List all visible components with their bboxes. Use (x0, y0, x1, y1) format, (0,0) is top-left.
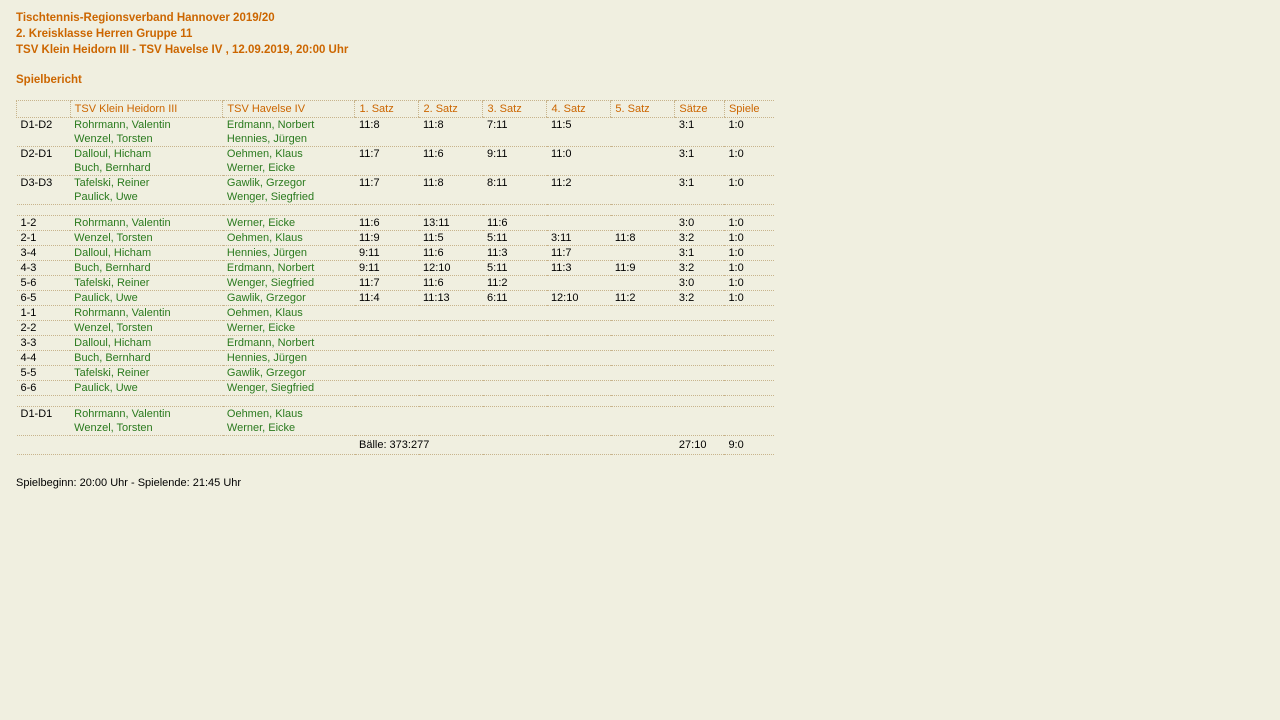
table-row (17, 147, 775, 162)
empty-cell (675, 396, 725, 407)
set4-score (547, 366, 611, 381)
saetze-score (675, 336, 725, 351)
set4-score: 11:0 (550, 148, 572, 160)
set1-score: 9:11 (355, 261, 419, 276)
spiele-score: 1:0 (728, 177, 744, 189)
away-player: Erdmann, Norbert (223, 261, 355, 276)
table-row (17, 407, 775, 422)
table-row (17, 381, 775, 396)
empty-cell (675, 190, 725, 205)
away-player: Wenger, Siegfried (223, 381, 355, 396)
home-player-2: Buch, Bernhard (70, 161, 223, 176)
empty-cell (355, 190, 419, 205)
spiele-score: 1:0 (724, 246, 774, 261)
away-player: Hennies, Jürgen (223, 246, 355, 261)
away-player-2: Hennies, Jürgen (223, 132, 355, 147)
away-player: Oehmen, Klaus (223, 231, 355, 246)
empty-cell (724, 205, 774, 216)
empty-cell (223, 205, 355, 216)
away-player-2: Werner, Eicke (223, 161, 355, 176)
set3-score (483, 336, 547, 351)
match-times-note: Spielbeginn: 20:00 Uhr - Spielende: 21:45 Uhr (16, 477, 242, 489)
set4-score: 11:2 (550, 177, 572, 189)
away-player-1: Gawlik, Grzegor (226, 177, 306, 189)
empty-cell (675, 132, 725, 147)
set3-score: 7:11 (486, 119, 508, 131)
away-player: Gawlik, Grzegor (223, 291, 355, 306)
saetze-score: 3:0 (675, 216, 725, 231)
spiele-score (724, 321, 774, 336)
set1-score (355, 306, 419, 321)
saetze-score (675, 351, 725, 366)
set1-score (355, 321, 419, 336)
set5-score (611, 321, 675, 336)
set3-score (483, 366, 547, 381)
table-row (17, 231, 775, 246)
set2-score (419, 381, 483, 396)
spiele-score: 1:0 (724, 261, 774, 276)
spiele-score (724, 336, 774, 351)
saetze-score: 3:2 (675, 261, 725, 276)
away-player-2: Wenger, Siegfried (223, 190, 355, 205)
set3-score: 5:11 (483, 261, 547, 276)
empty-cell (611, 205, 675, 216)
home-player-1: Tafelski, Reiner (74, 177, 150, 189)
saetze-score: 3:0 (675, 276, 725, 291)
home-player: Wenzel, Torsten (70, 321, 223, 336)
set1-score: 11:7 (358, 177, 380, 189)
empty-cell (611, 190, 675, 205)
empty-cell (70, 205, 223, 216)
saetze-score: 3:2 (675, 231, 725, 246)
empty-cell (611, 161, 675, 176)
set3-score: 11:3 (483, 246, 547, 261)
spiele-score (724, 351, 774, 366)
set5-score (611, 306, 675, 321)
home-player: Buch, Bernhard (70, 261, 223, 276)
table-row (17, 118, 775, 133)
empty-cell (419, 396, 483, 407)
empty-cell (675, 161, 725, 176)
empty-cell (223, 436, 355, 455)
set2-score: 11:6 (419, 246, 483, 261)
set2-score: 11:5 (419, 231, 483, 246)
set1-score (355, 336, 419, 351)
empty-cell (483, 132, 547, 147)
set2-score (419, 366, 483, 381)
col-header-home-team: TSV Klein Heidorn III (70, 101, 223, 118)
set3-score (483, 407, 547, 422)
set3-score: 9:11 (486, 148, 508, 160)
spiele-score (724, 381, 774, 396)
set3-score (483, 321, 547, 336)
table-row (17, 261, 775, 276)
home-player-1: Rohrmann, Valentin (74, 119, 171, 131)
league-season-line: Tischtennis-Regionsverband Hannover 2019/20 (16, 12, 275, 24)
row-position: D1-D2 (20, 119, 53, 131)
set4-score: 11:7 (547, 246, 611, 261)
home-player-1: Dalloul, Hicham (74, 148, 152, 160)
home-player: Wenzel, Torsten (70, 231, 223, 246)
saetze-score (675, 306, 725, 321)
row-position: D3-D3 (20, 177, 53, 189)
set1-score (355, 407, 419, 422)
table-row (17, 246, 775, 261)
home-player: Paulick, Uwe (70, 381, 223, 396)
spiele-score: 1:0 (724, 291, 774, 306)
col-header-spiele: Spiele (724, 101, 774, 118)
saetze-score: 3:1 (675, 246, 725, 261)
table-row (17, 351, 775, 366)
empty-cell (675, 421, 725, 436)
set3-score (483, 351, 547, 366)
home-player: Dalloul, Hicham (70, 336, 223, 351)
row-position: 6-5 (17, 291, 71, 306)
spiele-score (724, 366, 774, 381)
empty-cell (419, 132, 483, 147)
empty-cell (547, 421, 611, 436)
set2-score: 13:11 (419, 216, 483, 231)
spiele-score: 1:0 (724, 231, 774, 246)
away-player-1: Oehmen, Klaus (226, 148, 303, 160)
set3-score: 11:2 (483, 276, 547, 291)
set5-score (611, 381, 675, 396)
set5-score (611, 176, 675, 191)
table-row (17, 421, 775, 436)
empty-cell (70, 396, 223, 407)
table-row (17, 190, 775, 205)
set3-score: 6:11 (483, 291, 547, 306)
saetze-score: 3:2 (675, 291, 725, 306)
set4-score (547, 216, 611, 231)
set1-score: 11:6 (355, 216, 419, 231)
fixture-line: TSV Klein Heidorn III - TSV Havelse IV , 12.09.2019, 20:00 Uhr (16, 44, 349, 56)
set5-score (611, 351, 675, 366)
set3-score: 8:11 (486, 177, 508, 189)
row-position: 2-2 (17, 321, 71, 336)
empty-cell (70, 436, 223, 455)
set4-score (547, 351, 611, 366)
row-position: D2-D1 (20, 148, 53, 160)
empty-cell (419, 190, 483, 205)
empty-cell (483, 421, 547, 436)
empty-cell (724, 132, 774, 147)
saetze-score (675, 407, 725, 422)
set4-score: 11:5 (550, 119, 572, 131)
table-row (17, 216, 775, 231)
set5-score (611, 118, 675, 133)
set5-score: 11:8 (611, 231, 675, 246)
match-report-table (16, 100, 774, 455)
saetze-score (675, 381, 725, 396)
set3-score (483, 306, 547, 321)
empty-cell (17, 396, 71, 407)
col-header-position (17, 101, 71, 118)
set5-score: 11:2 (611, 291, 675, 306)
empty-cell (611, 421, 675, 436)
empty-cell (547, 396, 611, 407)
set3-score: 5:11 (483, 231, 547, 246)
saetze-score: 3:1 (678, 177, 695, 189)
col-header-set4: 4. Satz (547, 101, 611, 118)
section-separator (17, 205, 775, 216)
home-player: Paulick, Uwe (70, 291, 223, 306)
table-header-row (17, 101, 775, 118)
set4-score: 12:10 (547, 291, 611, 306)
empty-cell (724, 396, 774, 407)
set2-score: 11:6 (419, 276, 483, 291)
home-player-2: Paulick, Uwe (70, 190, 223, 205)
empty-cell (483, 190, 547, 205)
empty-cell (483, 396, 547, 407)
empty-cell (17, 436, 71, 455)
empty-cell (419, 421, 483, 436)
set1-score: 11:7 (358, 148, 380, 160)
saetze-score (675, 321, 725, 336)
set5-score (611, 336, 675, 351)
set1-score (355, 381, 419, 396)
empty-cell (419, 161, 483, 176)
set2-score (419, 407, 483, 422)
away-player: Erdmann, Norbert (223, 336, 355, 351)
set5-score (611, 407, 675, 422)
set1-score: 11:9 (355, 231, 419, 246)
set5-score (611, 246, 675, 261)
set4-score (547, 381, 611, 396)
row-position: 4-3 (17, 261, 71, 276)
row-position: 3-4 (17, 246, 71, 261)
away-player-1: Oehmen, Klaus (226, 408, 303, 420)
set2-score: 11:8 (422, 177, 444, 189)
row-position-continued (17, 132, 71, 147)
row-position: 3-3 (17, 336, 71, 351)
table-row (17, 291, 775, 306)
set4-score: 3:11 (547, 231, 611, 246)
row-position: D1-D1 (20, 408, 53, 420)
table-row (17, 276, 775, 291)
set2-score (419, 351, 483, 366)
set3-score: 11:6 (483, 216, 547, 231)
away-player: Oehmen, Klaus (223, 306, 355, 321)
empty-cell (223, 396, 355, 407)
table-row (17, 336, 775, 351)
col-header-set1: 1. Satz (355, 101, 419, 118)
empty-cell (724, 421, 774, 436)
saetze-score: 3:1 (678, 148, 695, 160)
table-row (17, 132, 775, 147)
empty-cell (17, 205, 71, 216)
set2-score (419, 336, 483, 351)
set5-score: 11:9 (611, 261, 675, 276)
col-header-set3: 3. Satz (483, 101, 547, 118)
empty-cell (724, 190, 774, 205)
empty-cell (355, 421, 419, 436)
home-player-1: Rohrmann, Valentin (74, 408, 171, 420)
set4-score (547, 321, 611, 336)
set1-score (355, 351, 419, 366)
spiele-score: 1:0 (724, 216, 774, 231)
empty-cell (355, 132, 419, 147)
empty-cell (547, 132, 611, 147)
set4-score (547, 276, 611, 291)
table-row (17, 176, 775, 191)
away-player-1: Erdmann, Norbert (226, 119, 315, 131)
set2-score (419, 306, 483, 321)
set4-score (547, 336, 611, 351)
row-position-continued (17, 161, 71, 176)
empty-cell (611, 132, 675, 147)
set2-score (419, 321, 483, 336)
spiele-score: 1:0 (724, 276, 774, 291)
home-player-2: Wenzel, Torsten (70, 132, 223, 147)
total-spiele: 9:0 (724, 436, 774, 455)
row-position: 5-5 (17, 366, 71, 381)
away-player: Werner, Eicke (223, 216, 355, 231)
total-saetze: 27:10 (675, 436, 725, 455)
empty-cell (547, 161, 611, 176)
home-player: Tafelski, Reiner (70, 366, 223, 381)
col-header-set2: 2. Satz (419, 101, 483, 118)
set5-score (611, 147, 675, 162)
set1-score (355, 366, 419, 381)
set2-score: 11:13 (419, 291, 483, 306)
home-player: Dalloul, Hicham (70, 246, 223, 261)
set5-score (611, 366, 675, 381)
home-player: Rohrmann, Valentin (70, 306, 223, 321)
totals-row (17, 436, 775, 455)
saetze-score: 3:1 (678, 119, 695, 131)
row-position: 4-4 (17, 351, 71, 366)
row-position-continued (17, 421, 71, 436)
spiele-score: 1:0 (728, 148, 744, 160)
empty-cell (547, 205, 611, 216)
away-player: Werner, Eicke (223, 321, 355, 336)
spiele-score (724, 306, 774, 321)
row-position: 6-6 (17, 381, 71, 396)
empty-cell (675, 205, 725, 216)
set5-score (611, 216, 675, 231)
home-player: Buch, Bernhard (70, 351, 223, 366)
set1-score: 11:8 (358, 119, 380, 131)
set4-score (547, 306, 611, 321)
col-header-away-team: TSV Havelse IV (223, 101, 355, 118)
section-separator (17, 396, 775, 407)
empty-cell (483, 205, 547, 216)
table-row (17, 321, 775, 336)
away-player: Wenger, Siegfried (223, 276, 355, 291)
empty-cell (355, 161, 419, 176)
row-position: 1-2 (17, 216, 71, 231)
row-position: 2-1 (17, 231, 71, 246)
empty-cell (483, 161, 547, 176)
set1-score: 9:11 (355, 246, 419, 261)
empty-cell (724, 161, 774, 176)
table-row (17, 366, 775, 381)
total-balls-label: Bälle: 373:277 (355, 436, 675, 455)
spiele-score (724, 407, 774, 422)
set4-score: 11:3 (547, 261, 611, 276)
away-player: Hennies, Jürgen (223, 351, 355, 366)
empty-cell (419, 205, 483, 216)
empty-cell (611, 396, 675, 407)
set4-score (547, 407, 611, 422)
match-header (0, 0, 1280, 58)
empty-cell (355, 396, 419, 407)
set2-score: 12:10 (419, 261, 483, 276)
row-position: 1-1 (17, 306, 71, 321)
set5-score (611, 276, 675, 291)
spiele-score: 1:0 (728, 119, 744, 131)
set1-score: 11:7 (355, 276, 419, 291)
home-player: Tafelski, Reiner (70, 276, 223, 291)
row-position-continued (17, 190, 71, 205)
set2-score: 11:8 (422, 119, 444, 131)
table-row (17, 161, 775, 176)
col-header-saetze: Sätze (675, 101, 725, 118)
home-player-2: Wenzel, Torsten (74, 422, 153, 434)
col-header-set5: 5. Satz (611, 101, 675, 118)
empty-cell (547, 190, 611, 205)
set2-score: 11:6 (422, 148, 444, 160)
away-player-2: Werner, Eicke (226, 422, 296, 434)
set3-score (483, 381, 547, 396)
table-row (17, 306, 775, 321)
set1-score: 11:4 (355, 291, 419, 306)
empty-cell (355, 205, 419, 216)
division-line: 2. Kreisklasse Herren Gruppe 11 (16, 28, 193, 40)
section-title-spielbericht: Spielbericht (16, 74, 82, 86)
away-player: Gawlik, Grzegor (223, 366, 355, 381)
row-position: 5-6 (17, 276, 71, 291)
home-player: Rohrmann, Valentin (70, 216, 223, 231)
saetze-score (675, 366, 725, 381)
